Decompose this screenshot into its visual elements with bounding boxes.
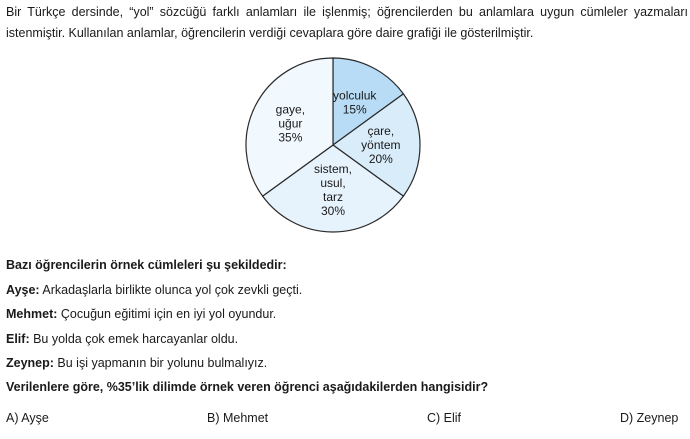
intro-paragraph: Bir Türkçe dersinde, “yol” sözcüğü farklı anlamları ile işlenmiş; öğrencilerden bu anlamlara uygun cümleler yazmaları istenmiştir. Kullanılan anlamlar, öğrencilerin verdiği cevaplara göre daire grafiği ile gösterilmiştir. <box>6 5 688 40</box>
example-item-ayse <box>6 282 302 298</box>
student-name: Zeynep: <box>6 356 54 370</box>
example-item-mehmet <box>6 306 276 322</box>
option-c[interactable]: C) Elif <box>427 411 462 425</box>
option-d[interactable]: D) Zeynep <box>620 411 679 425</box>
pie-chart <box>244 54 424 236</box>
option-b[interactable]: B) Mehmet <box>207 411 269 425</box>
examples-heading: Bazı öğrencilerin örnek cümleleri şu şekildedir: <box>6 258 287 272</box>
example-sentence: Çocuğun eğitimi için en iyi yol oyundur. <box>60 307 277 321</box>
question-text: Verilenlere göre, %35’lik dilimde örnek veren öğrenci aşağıdakilerden hangisidir? <box>6 380 489 394</box>
student-name: Mehmet: <box>6 307 58 321</box>
pie-label-gaye-ugur: gaye, uğur 35% <box>275 102 306 145</box>
pie-label-sistem-usul-tarz: sistem, usul, tarz 30% <box>313 162 353 219</box>
pie-chart-svg <box>244 54 424 236</box>
example-item-elif <box>6 331 238 347</box>
pie-label-yolculuk: yolculuk 15% <box>333 88 377 117</box>
example-item-zeynep <box>6 355 267 371</box>
example-sentence: Arkadaşlarla birlikte olunca yol çok zevkli geçti. <box>42 283 303 297</box>
pie-label-care-yontem: çare, yöntem 20% <box>361 124 401 166</box>
student-name: Elif: <box>6 332 30 346</box>
student-name: Ayşe: <box>6 283 40 297</box>
example-sentence: Bu işi yapmanın bir yolunu bulmalıyız. <box>57 356 268 370</box>
option-a[interactable]: A) Ayşe <box>6 411 49 425</box>
example-sentence: Bu yolda çok emek harcayanlar oldu. <box>33 332 239 346</box>
